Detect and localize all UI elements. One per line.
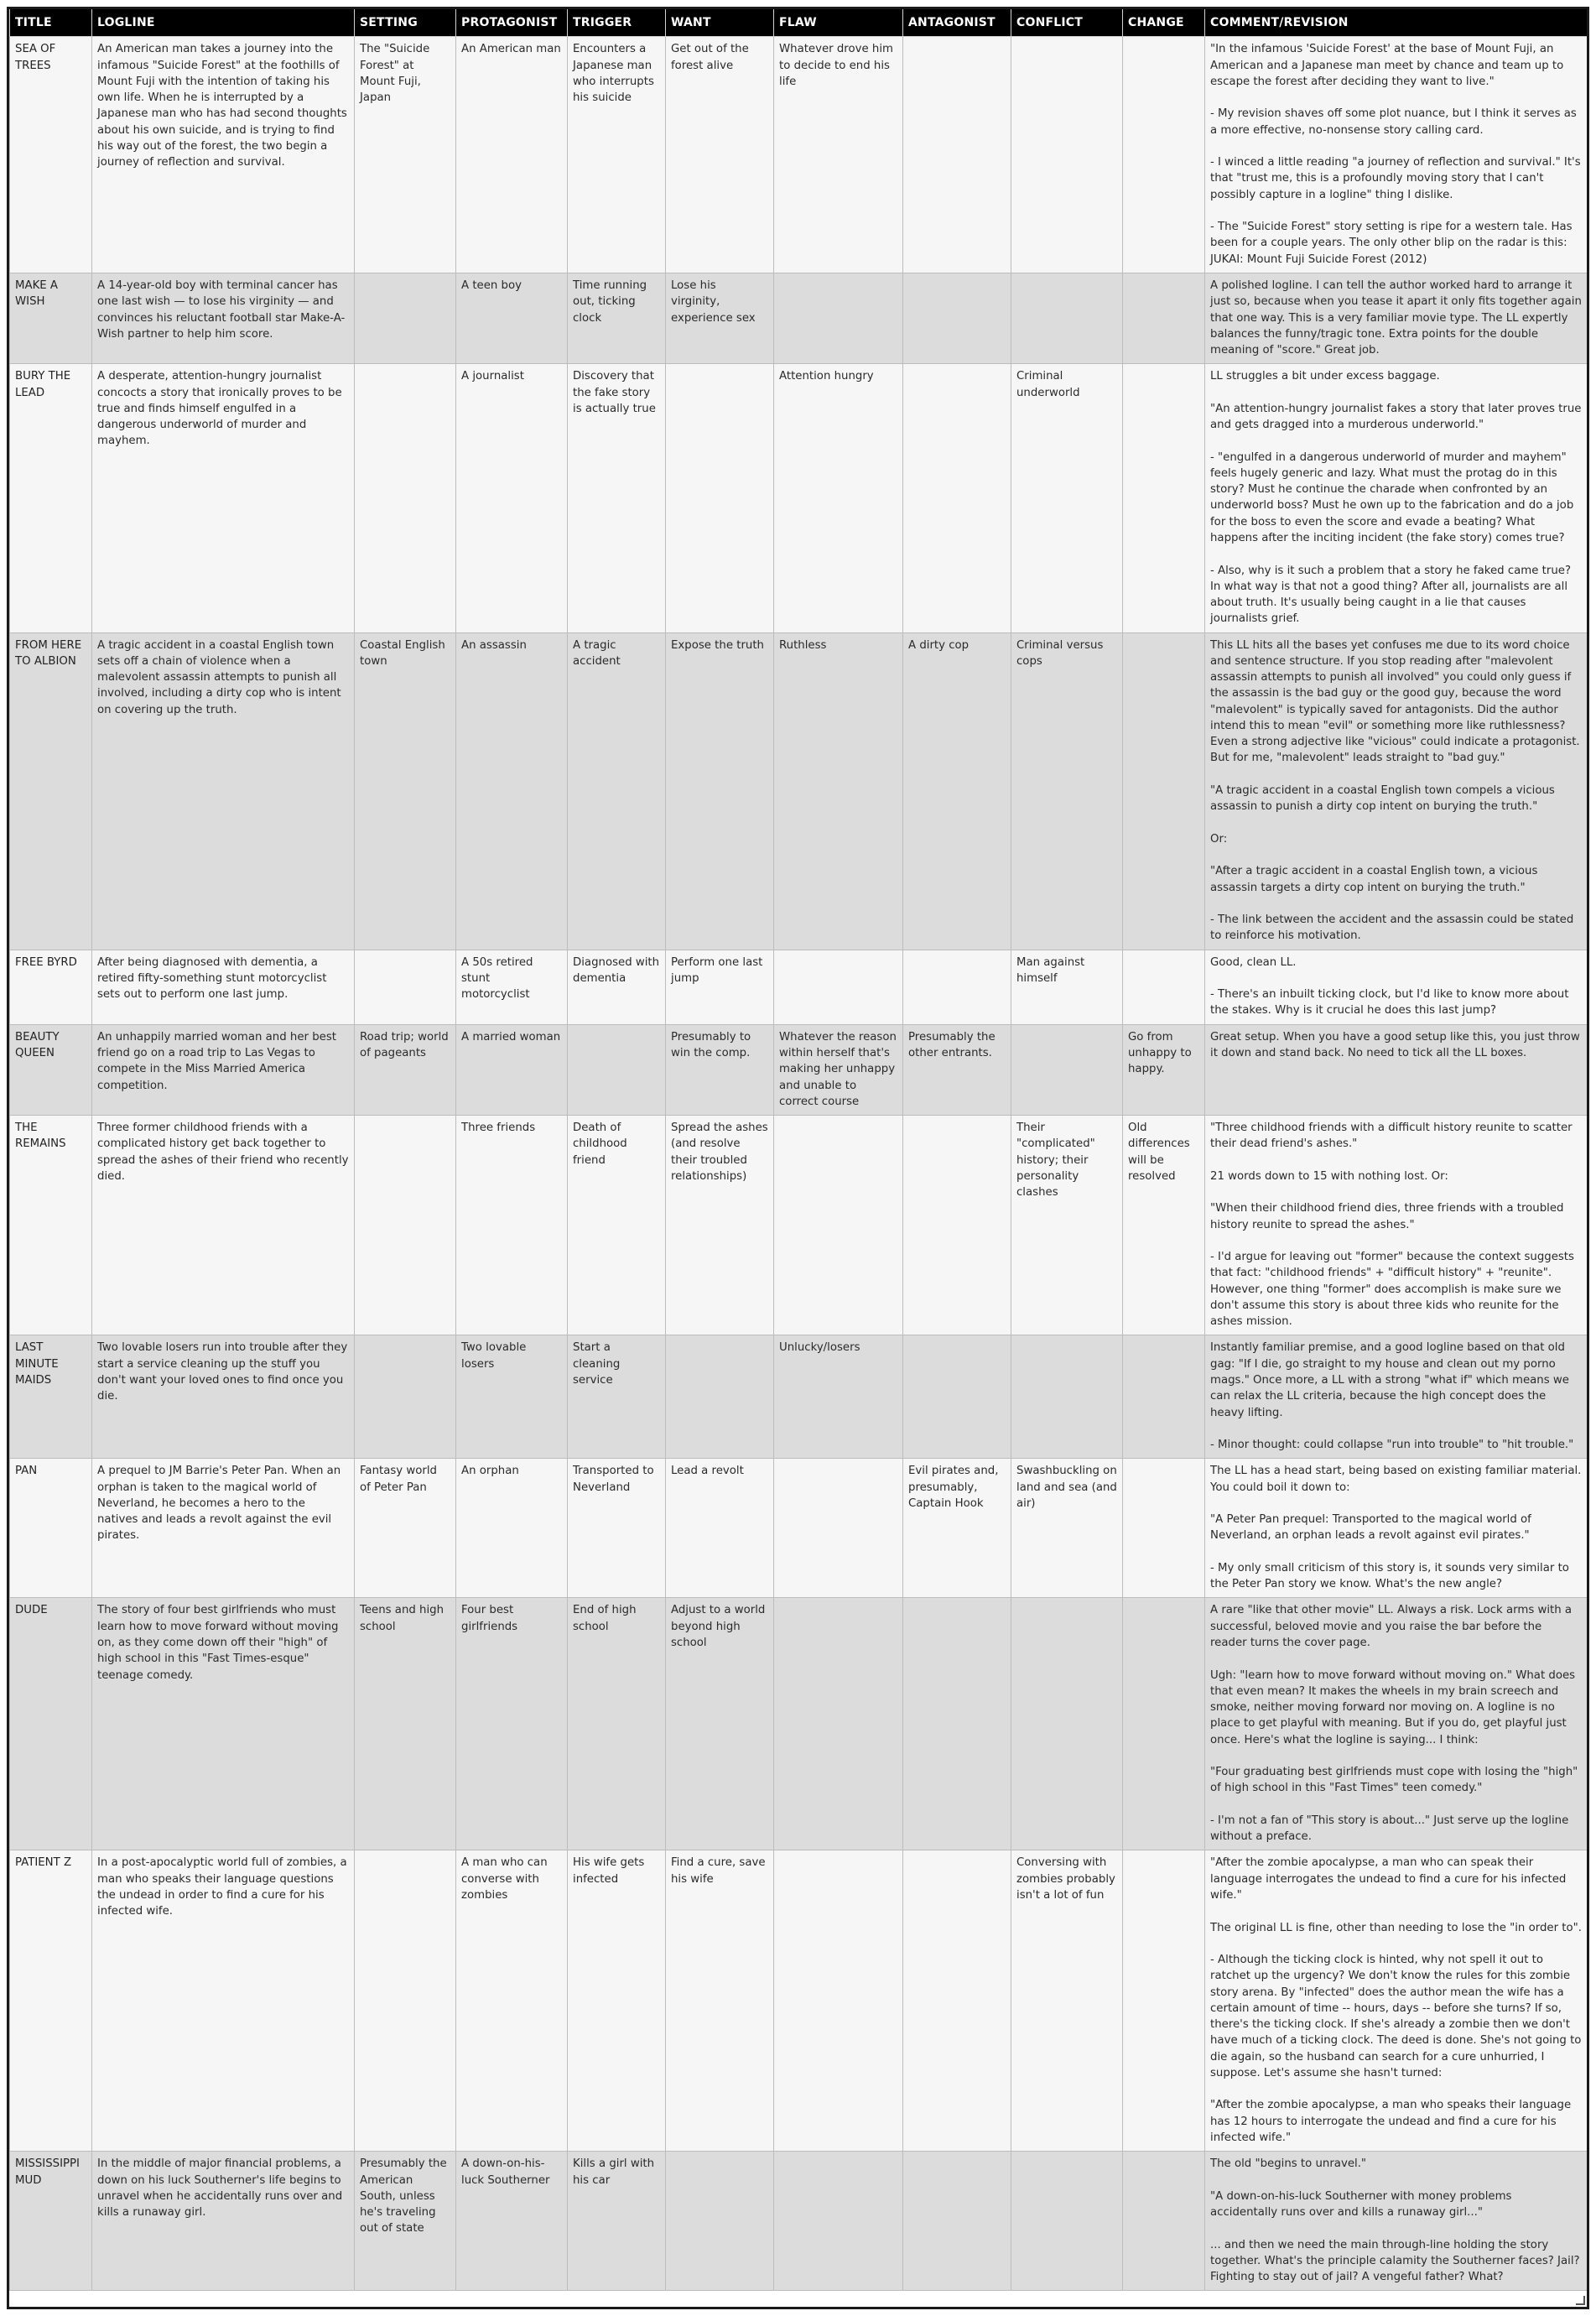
table-row [10, 1850, 1588, 2152]
cell-antagonist[interactable] [903, 364, 1011, 632]
cell-flaw[interactable] [774, 1850, 903, 2152]
cell-protagonist[interactable]: Two lovable losers [456, 1335, 568, 1459]
cell-conflict[interactable] [1011, 2152, 1123, 2291]
cell-want[interactable]: Spread the ashes (and resolve their troubled relationships) [666, 1116, 774, 1335]
column-header-conflict[interactable]: CONFLICT [1011, 9, 1123, 37]
cell-title[interactable]: BURY THE LEAD [10, 364, 92, 632]
table-row [10, 950, 1588, 1024]
header-row [10, 9, 1588, 37]
cell-conflict[interactable]: Man against himself [1011, 950, 1123, 1024]
cell-comment-revision[interactable]: The LL has a head start, being based on existing familiar material. You could boil it down to: "A Peter Pan prequel: Transported to the magical world of Neverland, an orphan leads a revolt against evil pirates." - My only small criticism of this story is, it sounds very similar to the Peter Pan story we know. What's the new angle? [1205, 1459, 1588, 1598]
cell-comment-revision[interactable]: Good, clean LL. - There's an inbuilt ticking clock, but I'd like to know more about the stakes. Why is it crucial he does this last jump? [1205, 950, 1588, 1024]
cell-antagonist[interactable] [903, 1850, 1011, 2152]
cell-conflict[interactable] [1011, 1024, 1123, 1115]
cell-change[interactable] [1123, 1850, 1205, 2152]
cell-trigger[interactable]: Start a cleaning service [568, 1335, 666, 1459]
cell-change[interactable] [1123, 950, 1205, 1024]
cell-want[interactable] [666, 2152, 774, 2291]
cell-conflict[interactable] [1011, 273, 1123, 364]
cell-conflict[interactable] [1011, 37, 1123, 273]
cell-conflict[interactable]: Criminal underworld [1011, 364, 1123, 632]
cell-setting[interactable] [355, 364, 456, 632]
cell-conflict[interactable]: Conversing with zombies probably isn't a lot of fun [1011, 1850, 1123, 2152]
cell-logline[interactable]: A tragic accident in a coastal English town sets off a chain of violence when a malevolent assassin attempts to punish all involved, including a dirty cop who is intent on covering up the truth. [92, 632, 355, 950]
cell-setting[interactable] [355, 950, 456, 1024]
cell-title[interactable]: SEA OF TREES [10, 37, 92, 273]
cell-want[interactable]: Lead a revolt [666, 1459, 774, 1598]
cell-setting[interactable] [355, 1116, 456, 1335]
cell-comment-revision[interactable]: "Three childhood friends with a difficult history reunite to scatter their dead friend's ashes." 21 words down to 15 with nothing lost. Or: "When their childhood friend dies, three friends with a troubled history reunite to spread the ashes." - I'd argue for leaving out "former" because the context suggests that fact: "childhood friends" + "difficult history" + "reunite". However, one thing "former" does accomplish is make sure we don't assume this story is about three kids who reunite for the ashes mission. [1205, 1116, 1588, 1335]
cell-title[interactable]: LAST MINUTE MAIDS [10, 1335, 92, 1459]
cell-want[interactable]: Presumably to win the comp. [666, 1024, 774, 1115]
table-row [10, 1335, 1588, 1459]
cell-protagonist[interactable]: A journalist [456, 364, 568, 632]
column-header-antagonist[interactable]: ANTAGONIST [903, 9, 1011, 37]
cell-conflict[interactable]: Criminal versus cops [1011, 632, 1123, 950]
logline-table [9, 9, 1588, 2291]
cell-protagonist[interactable]: Four best girlfriends [456, 1598, 568, 1850]
cell-change[interactable] [1123, 1335, 1205, 1459]
cell-comment-revision[interactable]: LL struggles a bit under excess baggage. "An attention-hungry journalist fakes a story that later proves true and gets dragged into a murderous underworld." - "engulfed in a dangerous underworld of murder and mayhem" feels hugely generic and lazy. What must the protag do in this story? Must he continue the charade when confronted by an underworld boss? Must he own up to the fabrication and do a job for the boss to even the score and evade a beating? What happens after the inciting incident (the fake story) comes true? - Also, why is it such a problem that a story he faked came true? In what way is that not a good thing? After all, journalists are all about truth. It's usually being caught in a lie that causes journalists grief. [1205, 364, 1588, 632]
resize-grip-icon[interactable] [1576, 2296, 1585, 2305]
cell-flaw[interactable] [774, 1459, 903, 1598]
cell-comment-revision[interactable]: The old "begins to unravel." "A down-on-his-luck Southerner with money problems accidentally runs over and kills a runaway girl..." ... and then we need the main through-line holding the story together. What's the principle calamity the Southerner faces? Jail? Fighting to stay out of jail? A vengeful father? What? [1205, 2152, 1588, 2291]
cell-flaw[interactable]: Ruthless [774, 632, 903, 950]
column-header-change[interactable]: CHANGE [1123, 9, 1205, 37]
cell-protagonist[interactable]: Three friends [456, 1116, 568, 1335]
cell-trigger[interactable] [568, 1024, 666, 1115]
cell-conflict[interactable] [1011, 1598, 1123, 1850]
cell-setting[interactable]: Presumably the American South, unless he's traveling out of state [355, 2152, 456, 2291]
cell-logline[interactable]: In the middle of major financial problems, a down on his luck Southerner's life begins to unravel when he accidentally runs over and kills a runaway girl. [92, 2152, 355, 2291]
cell-comment-revision[interactable]: "In the infamous 'Suicide Forest' at the base of Mount Fuji, an American and a Japanese man meet by chance and team up to escape the forest after deciding they want to live." - My revision shaves off some plot nuance, but I think it serves as a more effective, no-nonsense story calling card. - I winced a little reading "a journey of reflection and survival." It's that "trust me, this is a profoundly moving story that I can't possibly capture in a logline" thing I dislike. - The "Suicide Forest" story setting is ripe for a western tale. Has been for a couple years. The only other blip on the radar is this: JUKAI: Mount Fuji Suicide Forest (2012) [1205, 37, 1588, 273]
cell-comment-revision[interactable]: A rare "like that other movie" LL. Always a risk. Lock arms with a successful, beloved movie and you raise the bar before the reader turns the cover page. Ugh: "learn how to move forward without moving on." What does that even mean? It makes the wheels in my brain screech and smoke, neither moving forward nor moving on. A logline is no place to get playful with meaning. But if you do, get playful just once. Here's what the logline is saying... I think: "Four graduating best girlfriends must cope with losing the "high" of high school in this "Fast Times" teen comedy." - I'm not a fan of "This story is about..." Just serve up the logline without a preface. [1205, 1598, 1588, 1850]
cell-setting[interactable]: The "Suicide Forest" at Mount Fuji, Japan [355, 37, 456, 273]
table-row [10, 1116, 1588, 1335]
cell-setting[interactable]: Teens and high school [355, 1598, 456, 1850]
cell-conflict[interactable]: Their "complicated" history; their personality clashes [1011, 1116, 1123, 1335]
cell-protagonist[interactable]: A married woman [456, 1024, 568, 1115]
cell-change[interactable]: Go from unhappy to happy. [1123, 1024, 1205, 1115]
cell-title[interactable]: FROM HERE TO ALBION [10, 632, 92, 950]
cell-want[interactable]: Get out of the forest alive [666, 37, 774, 273]
column-header-title[interactable]: TITLE [10, 9, 92, 37]
table-row [10, 1024, 1588, 1115]
cell-flaw[interactable] [774, 2152, 903, 2291]
cell-protagonist[interactable]: A 50s retired stunt motorcyclist [456, 950, 568, 1024]
cell-setting[interactable]: Road trip; world of pageants [355, 1024, 456, 1115]
cell-want[interactable]: Lose his virginity, experience sex [666, 273, 774, 364]
cell-comment-revision[interactable]: Instantly familiar premise, and a good logline based on that old gag: "If I die, go straight to my house and clean out my porno mags." Once more, a LL with a strong "what if" which means we can relax the LL criteria, because the high concept does the heavy lifting. - Minor thought: could collapse "run into trouble" to "hit trouble." [1205, 1335, 1588, 1459]
cell-protagonist[interactable]: A man who can converse with zombies [456, 1850, 568, 2152]
cell-change[interactable] [1123, 364, 1205, 632]
cell-logline[interactable]: After being diagnosed with dementia, a retired fifty-something stunt motorcyclist sets out to perform one last jump. [92, 950, 355, 1024]
column-header-want[interactable]: WANT [666, 9, 774, 37]
table-row [10, 632, 1588, 950]
cell-antagonist[interactable] [903, 950, 1011, 1024]
cell-logline[interactable]: Three former childhood friends with a complicated history get back together to spread the ashes of their friend who recently died. [92, 1116, 355, 1335]
cell-protagonist[interactable]: An orphan [456, 1459, 568, 1598]
cell-want[interactable]: Find a cure, save his wife [666, 1850, 774, 2152]
cell-antagonist[interactable] [903, 1598, 1011, 1850]
cell-setting[interactable] [355, 1850, 456, 2152]
cell-trigger[interactable]: Death of childhood friend [568, 1116, 666, 1335]
cell-trigger[interactable]: Kills a girl with his car [568, 2152, 666, 2291]
cell-trigger[interactable]: A tragic accident [568, 632, 666, 950]
cell-flaw[interactable]: Attention hungry [774, 364, 903, 632]
cell-change[interactable] [1123, 632, 1205, 950]
cell-setting[interactable]: Fantasy world of Peter Pan [355, 1459, 456, 1598]
column-header-trigger[interactable]: TRIGGER [568, 9, 666, 37]
cell-protagonist[interactable]: A down-on-his-luck Southerner [456, 2152, 568, 2291]
cell-antagonist[interactable]: Evil pirates and, presumably, Captain Hook [903, 1459, 1011, 1598]
cell-antagonist[interactable] [903, 273, 1011, 364]
column-header-comment-revision[interactable]: COMMENT/REVISION [1205, 9, 1588, 37]
cell-title[interactable]: PATIENT Z [10, 1850, 92, 2152]
cell-conflict[interactable]: Swashbuckling on land and sea (and air) [1011, 1459, 1123, 1598]
cell-trigger[interactable]: Encounters a Japanese man who interrupts his suicide [568, 37, 666, 273]
cell-want[interactable]: Adjust to a world beyond high school [666, 1598, 774, 1850]
cell-protagonist[interactable]: An American man [456, 37, 568, 273]
cell-title[interactable]: DUDE [10, 1598, 92, 1850]
cell-title[interactable]: PAN [10, 1459, 92, 1598]
cell-flaw[interactable]: Unlucky/losers [774, 1335, 903, 1459]
table-row [10, 1598, 1588, 1850]
cell-antagonist[interactable] [903, 1116, 1011, 1335]
table-row [10, 1459, 1588, 1598]
cell-comment-revision[interactable]: A polished logline. I can tell the author worked hard to arrange it just so, because when you tease it apart it only fits together again that one way. This is a very familiar movie type. The LL expertly balances the funny/tragic tone. Extra points for the double meaning of "score." Great job. [1205, 273, 1588, 364]
cell-setting[interactable] [355, 1335, 456, 1459]
cell-comment-revision[interactable]: Great setup. When you have a good setup like this, you just throw it down and stand back. No need to tick all the LL boxes. [1205, 1024, 1588, 1115]
cell-conflict[interactable] [1011, 1335, 1123, 1459]
table-row [10, 364, 1588, 632]
cell-flaw[interactable] [774, 273, 903, 364]
column-header-setting[interactable]: SETTING [355, 9, 456, 37]
cell-antagonist[interactable] [903, 37, 1011, 273]
cell-flaw[interactable]: Whatever drove him to decide to end his life [774, 37, 903, 273]
cell-flaw[interactable]: Whatever the reason within herself that's making her unhappy and unable to correct course [774, 1024, 903, 1115]
cell-antagonist[interactable] [903, 1335, 1011, 1459]
cell-logline[interactable]: An unhappily married woman and her best friend go on a road trip to Las Vegas to compete in the Miss Married America competition. [92, 1024, 355, 1115]
cell-trigger[interactable]: Discovery that the fake story is actually true [568, 364, 666, 632]
cell-protagonist[interactable]: A teen boy [456, 273, 568, 364]
cell-trigger[interactable]: End of high school [568, 1598, 666, 1850]
cell-trigger[interactable]: Transported to Neverland [568, 1459, 666, 1598]
cell-logline[interactable]: The story of four best girlfriends who must learn how to move forward without moving on, as they come down off their "high" of high school in this "Fast Times-esque" teenage comedy. [92, 1598, 355, 1850]
column-header-logline[interactable]: LOGLINE [92, 9, 355, 37]
cell-flaw[interactable] [774, 1598, 903, 1850]
cell-comment-revision[interactable]: This LL hits all the bases yet confuses me due to its word choice and sentence structure. If you stop reading after "malevolent assassin attempts to punish all involved" you could only guess if the assassin is the bad guy or the good guy, because the word "malevolent" is typically saved for antagonists. Did the author intend this to mean "evil" or something more like ruthlessness? Even a strong adjective like "vicious" could indicate a protagonist. But for me, "malevolent" leads straight to "bad guy." "A tragic accident in a coastal English town compels a vicious assassin to punish a dirty cop intent on burying the truth." Or: "After a tragic accident in a coastal English town, a vicious assassin targets a dirty cop intent on burying the truth." - The link between the accident and the assassin could be stated to reinforce his motivation. [1205, 632, 1588, 950]
cell-change[interactable] [1123, 1459, 1205, 1598]
cell-logline[interactable]: A prequel to JM Barrie's Peter Pan. When an orphan is taken to the magical world of Neverland, he becomes a hero to the natives and leads a revolt against the evil pirates. [92, 1459, 355, 1598]
cell-logline[interactable]: A desperate, attention-hungry journalist concocts a story that ironically proves to be true and finds himself engulfed in a dangerous underworld of murder and mayhem. [92, 364, 355, 632]
cell-trigger[interactable]: His wife gets infected [568, 1850, 666, 2152]
cell-title[interactable]: FREE BYRD [10, 950, 92, 1024]
cell-want[interactable]: Expose the truth [666, 632, 774, 950]
cell-setting[interactable]: Coastal English town [355, 632, 456, 950]
cell-title[interactable]: MAKE A WISH [10, 273, 92, 364]
table-row [10, 273, 1588, 364]
cell-trigger[interactable]: Diagnosed with dementia [568, 950, 666, 1024]
cell-logline[interactable]: An American man takes a journey into the infamous "Suicide Forest" at the foothills of Mount Fuji with the intention of taking his own life. When he is interrupted by a Japanese man who has had second thoughts about his own suicide, and is trying to find his way out of the forest, the two begin a journey of reflection and survival. [92, 37, 355, 273]
cell-antagonist[interactable]: A dirty cop [903, 632, 1011, 950]
column-header-protagonist[interactable]: PROTAGONIST [456, 9, 568, 37]
cell-flaw[interactable] [774, 1116, 903, 1335]
cell-logline[interactable]: A 14-year-old boy with terminal cancer has one last wish — to lose his virginity — and convinces his reluctant football star Make-A-Wish partner to help him score. [92, 273, 355, 364]
cell-antagonist[interactable]: Presumably the other entrants. [903, 1024, 1011, 1115]
cell-want[interactable]: Perform one last jump [666, 950, 774, 1024]
cell-antagonist[interactable] [903, 2152, 1011, 2291]
table-row [10, 2152, 1588, 2291]
cell-title[interactable]: THE REMAINS [10, 1116, 92, 1335]
cell-flaw[interactable] [774, 950, 903, 1024]
cell-want[interactable] [666, 364, 774, 632]
cell-logline[interactable]: In a post-apocalyptic world full of zombies, a man who speaks their language questions the undead in order to find a cure for his infected wife. [92, 1850, 355, 2152]
cell-setting[interactable] [355, 273, 456, 364]
cell-change[interactable] [1123, 1598, 1205, 1850]
cell-trigger[interactable]: Time running out, ticking clock [568, 273, 666, 364]
column-header-flaw[interactable]: FLAW [774, 9, 903, 37]
cell-logline[interactable]: Two lovable losers run into trouble after they start a service cleaning up the stuff you don't want your loved ones to find once you die. [92, 1335, 355, 1459]
cell-change[interactable] [1123, 37, 1205, 273]
cell-title[interactable]: BEAUTY QUEEN [10, 1024, 92, 1115]
cell-change[interactable] [1123, 273, 1205, 364]
cell-change[interactable] [1123, 2152, 1205, 2291]
cell-comment-revision[interactable]: "After the zombie apocalypse, a man who can speak their language interrogates the undead to find a cure for his infected wife." The original LL is fine, other than needing to lose the "in order to". - Although the ticking clock is hinted, why not spell it out to ratchet up the urgency? We don't know the rules for this zombie story arena. By "infected" does the author mean the wife has a certain amount of time -- hours, days -- before she turns? If so, there's the ticking clock. If she's already a zombie then we don't have much of a ticking clock. The deed is done. She's not going to die again, so the husband can search for a cure unhurried, I suppose. Let's assume she hasn't turned: "After the zombie apocalypse, a man who speaks their language has 12 hours to interrogate the undead and find a cure for his infected wife." [1205, 1850, 1588, 2152]
cell-title[interactable]: MISSISSIPPI MUD [10, 2152, 92, 2291]
spreadsheet-frame [7, 7, 1589, 2309]
table-row [10, 37, 1588, 273]
cell-protagonist[interactable]: An assassin [456, 632, 568, 950]
cell-want[interactable] [666, 1335, 774, 1459]
cell-change[interactable]: Old differences will be resolved [1123, 1116, 1205, 1335]
